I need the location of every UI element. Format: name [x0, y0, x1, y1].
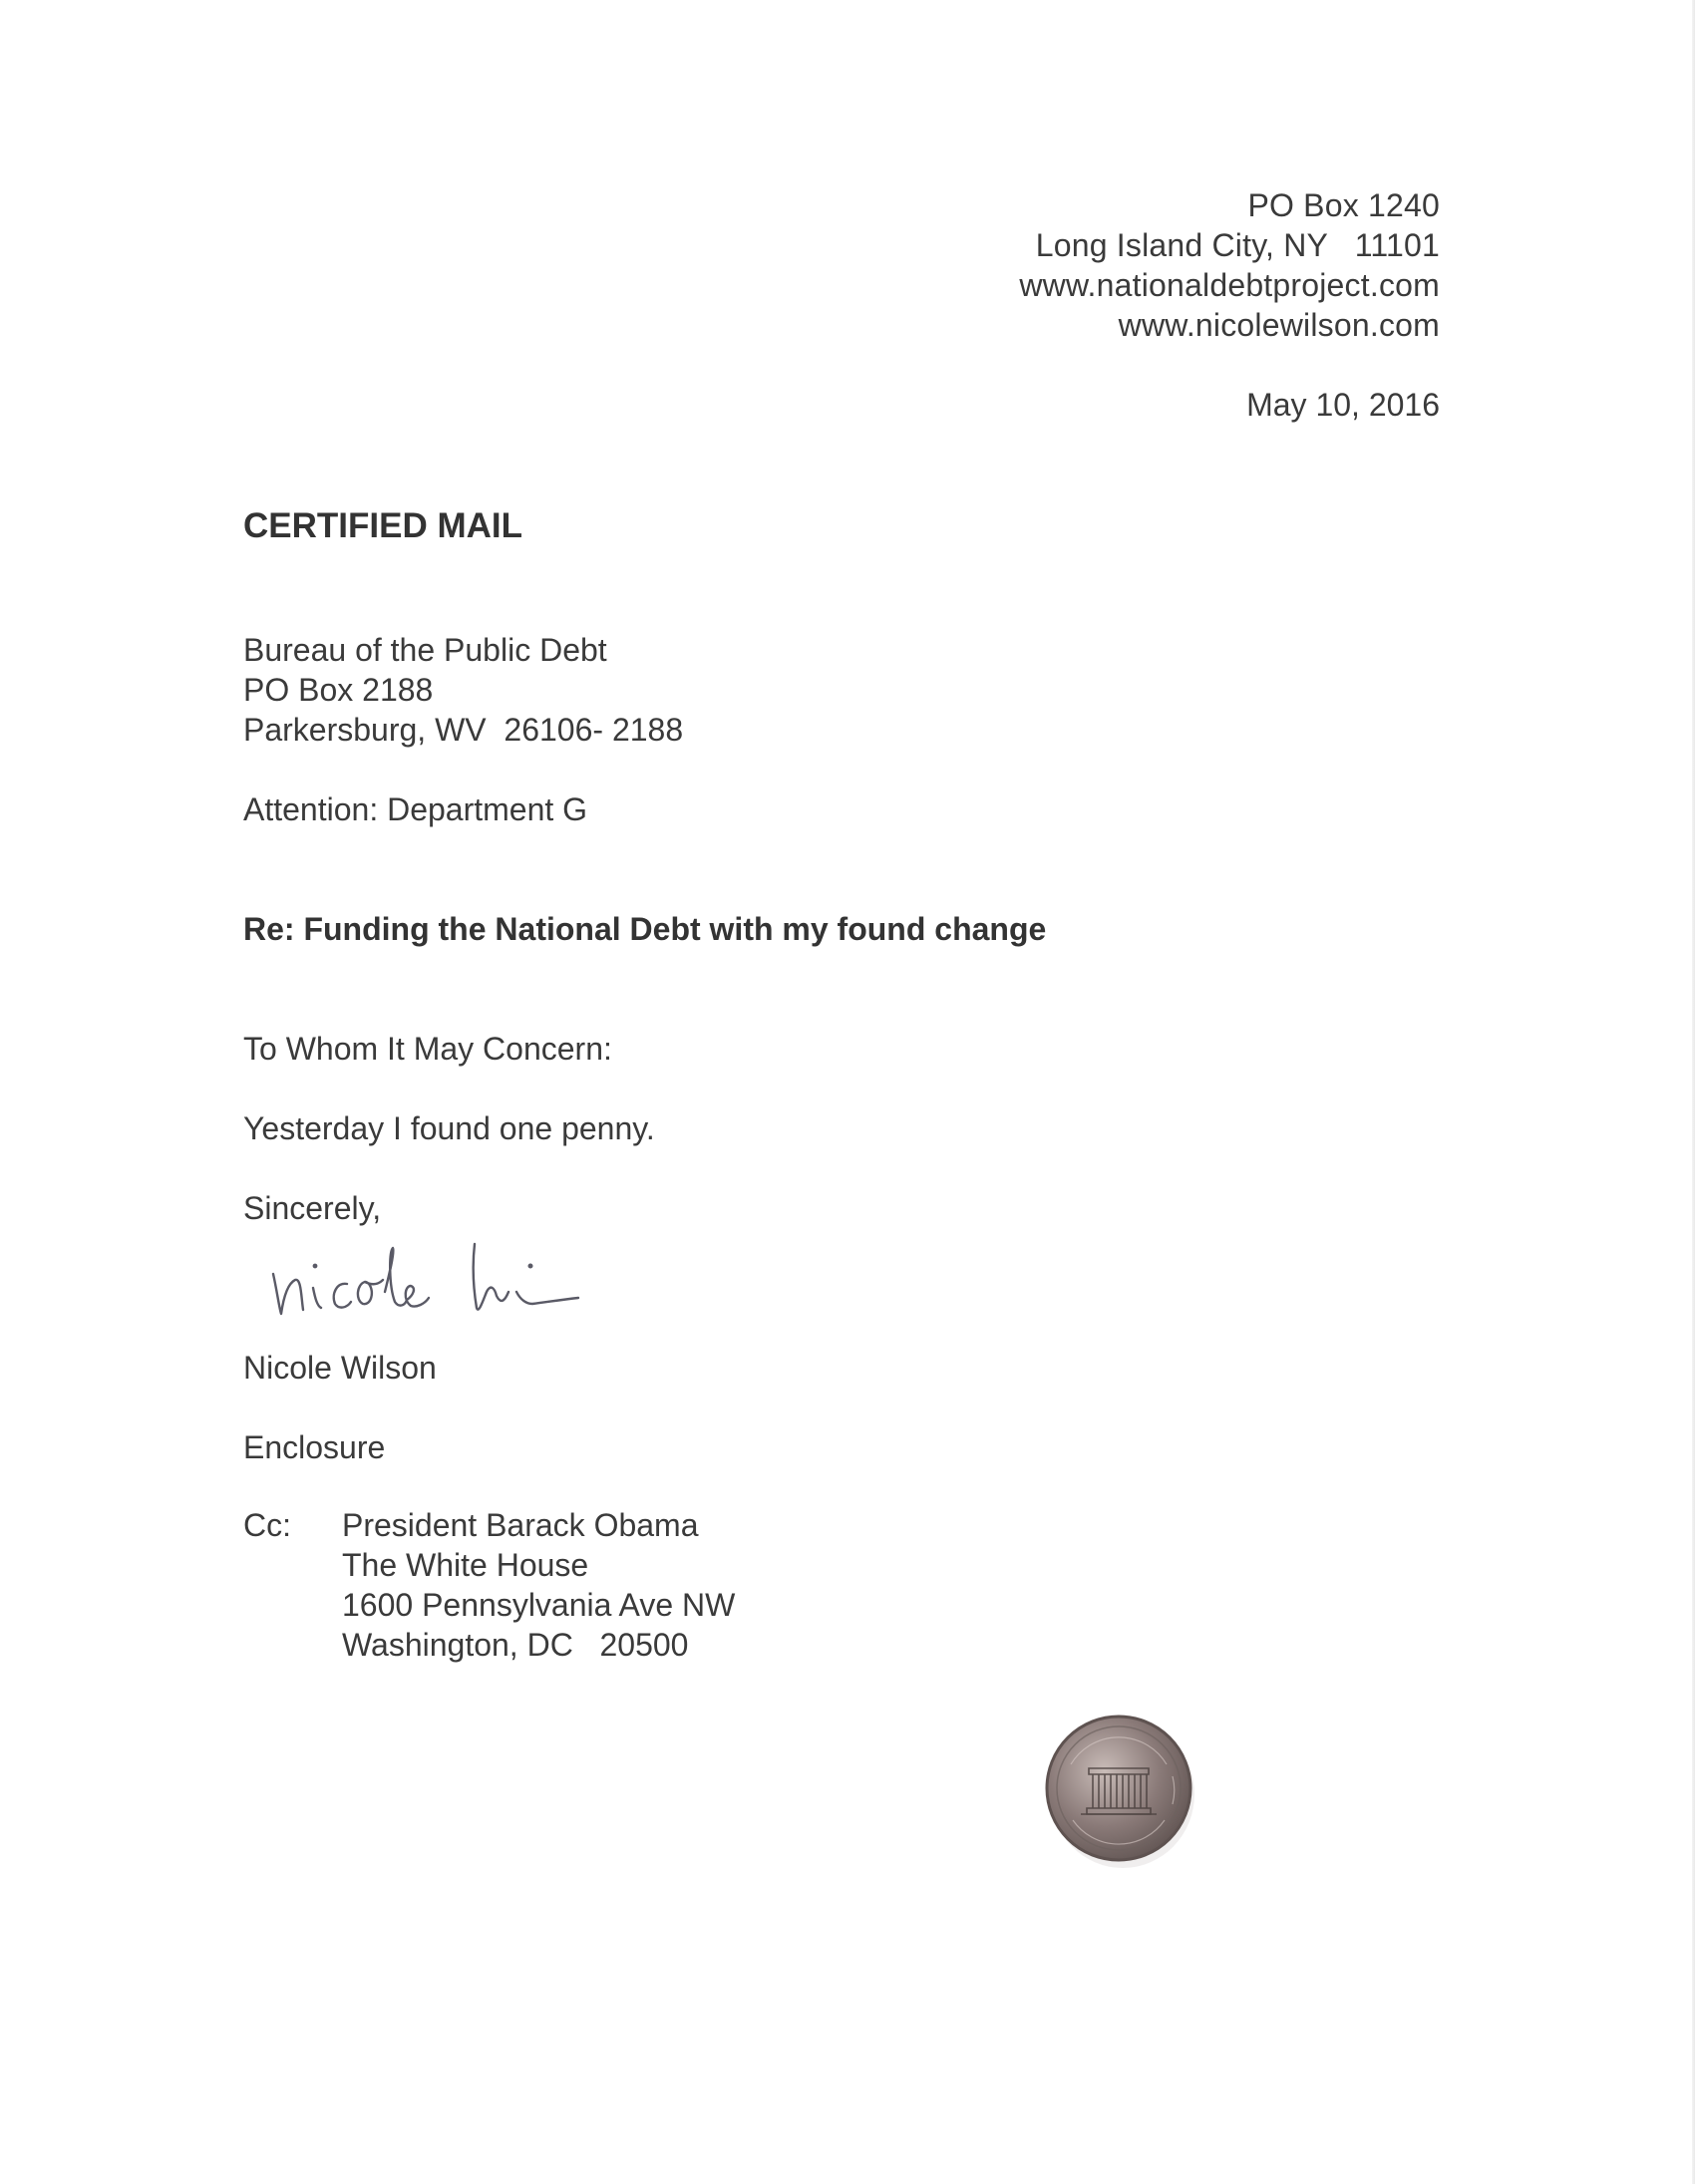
letter-date: May 10, 2016 — [1246, 387, 1440, 423]
letter-body: Yesterday I found one penny. — [243, 1110, 655, 1146]
enclosure-note: Enclosure — [243, 1429, 386, 1465]
cc-line: The White House — [342, 1547, 589, 1583]
sender-website-link[interactable]: www.nationaldebtproject.com — [1019, 267, 1440, 303]
recipient-line: Parkersburg, WV 26106- 2188 — [243, 712, 684, 748]
recipient-line: Bureau of the Public Debt — [243, 632, 607, 668]
signer-name: Nicole Wilson — [243, 1350, 437, 1386]
sender-address — [1019, 185, 1440, 345]
penny-coin-image — [1037, 1705, 1206, 1874]
sender-website-link[interactable]: www.nicolewilson.com — [1118, 307, 1440, 343]
cc-address — [342, 1505, 735, 1665]
cc-label: Cc: — [243, 1507, 291, 1543]
cc-line: 1600 Pennsylvania Ave NW — [342, 1587, 736, 1623]
recipient-line: PO Box 2188 — [243, 672, 434, 708]
sender-line: Long Island City, NY 11101 — [1035, 227, 1440, 263]
cc-line: President Barack Obama — [342, 1507, 699, 1543]
handwritten-signature — [261, 1222, 660, 1332]
sender-line: PO Box 1240 — [1247, 187, 1440, 223]
recipient-address — [243, 630, 683, 750]
closing: Sincerely, — [243, 1190, 382, 1226]
attention-line: Attention: Department G — [243, 791, 588, 827]
certified-mail-heading: CERTIFIED MAIL — [243, 506, 522, 545]
salutation: To Whom It May Concern: — [243, 1031, 612, 1067]
cc-line: Washington, DC 20500 — [342, 1627, 689, 1663]
subject-line: Re: Funding the National Debt with my found change — [243, 911, 1047, 947]
